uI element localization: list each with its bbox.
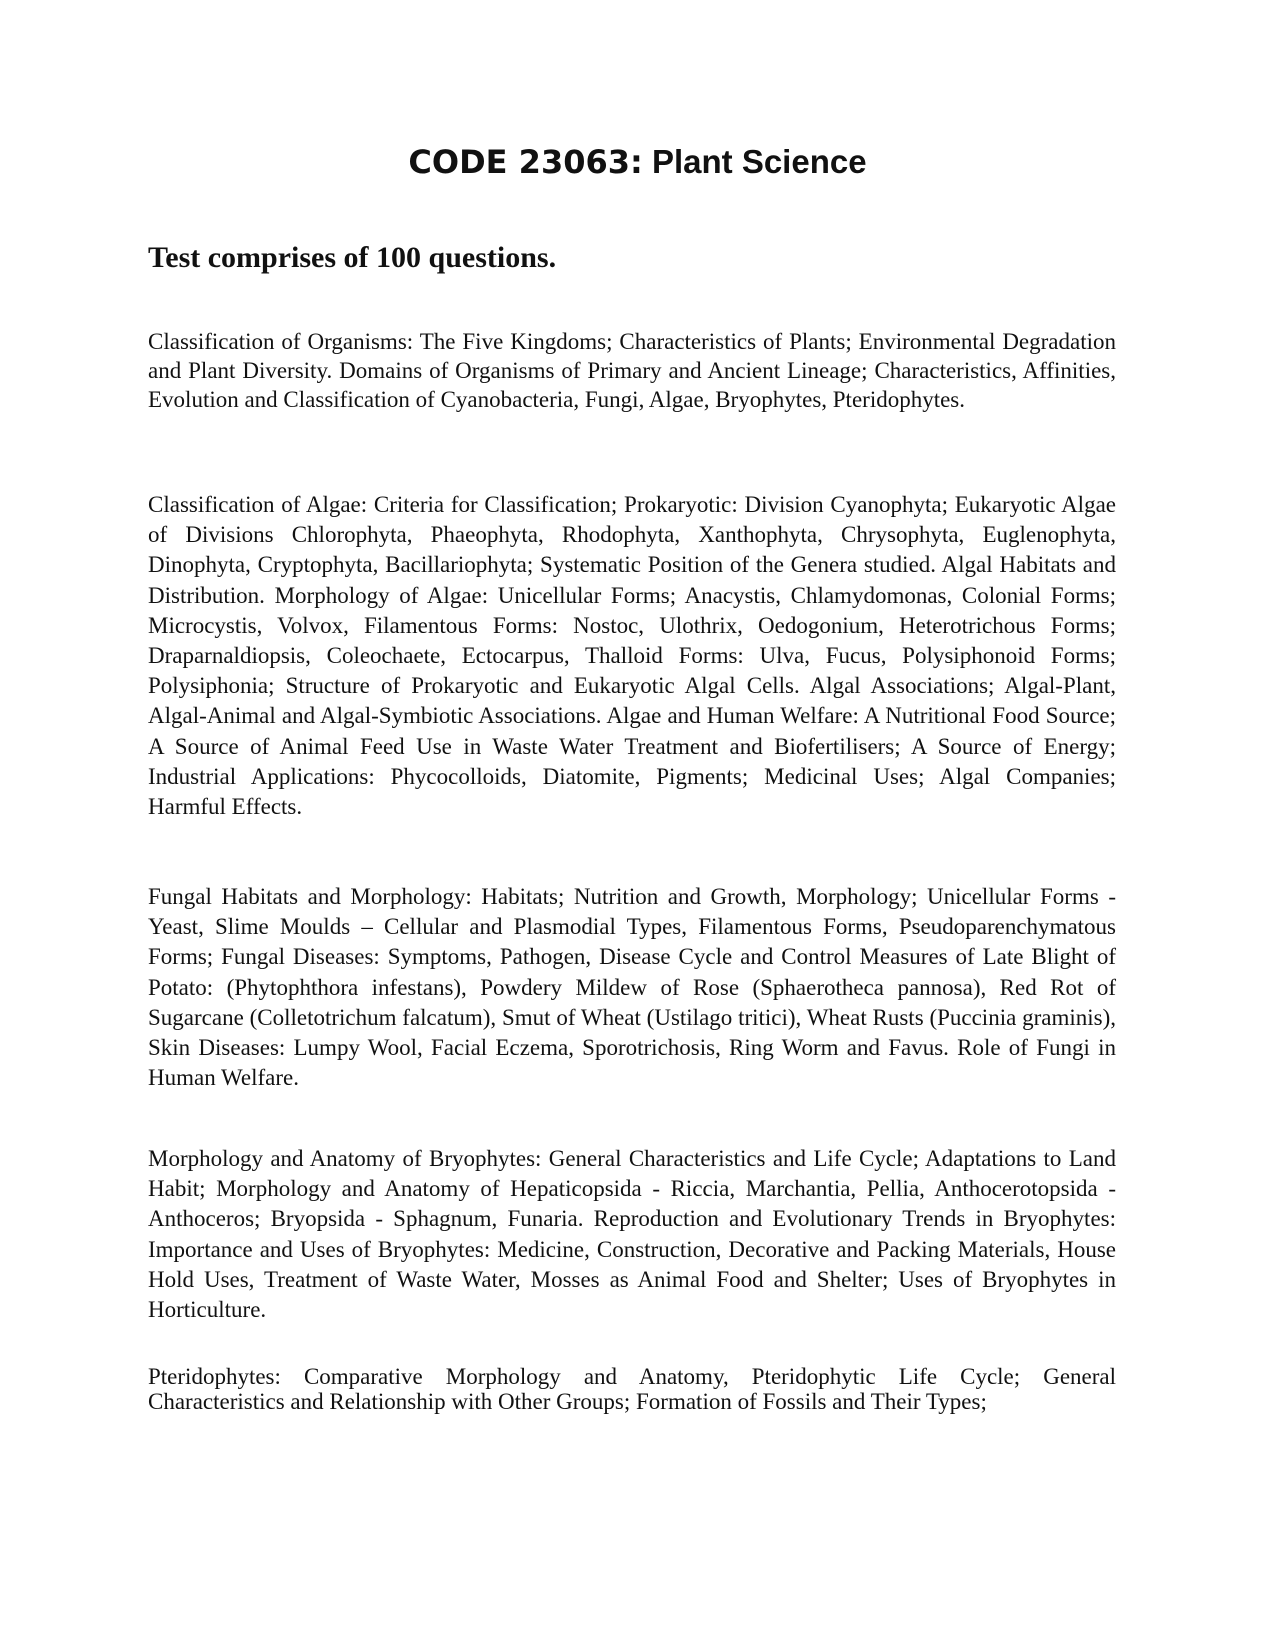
course-code: CODE 23063:	[408, 143, 643, 181]
syllabus-paragraph-fungi: Fungal Habitats and Morphology: Habitats; Nutrition and Growth, Morphology; Unicellular Forms -Yeast, Slime Moulds – Cellular and Plasmodial Types, Filamentous Forms, Pseudoparenchymatous Forms; Fungal Diseases: Symptoms, Pathogen, Disease Cycle and Control Measures of Late Blight of Potato: (Phytophthora infestans), Powdery Mildew of Rose (Sphaerotheca pannosa), Red Rot of Sugarcane (Colletotrichum falcatum), Smut of Wheat (Ustilago tritici), Wheat Rusts (Puccinia graminis), Skin Diseases: Lumpy Wool, Facial Eczema, Sporotrichosis, Ring Worm and Favus. Role of Fungi in Human Welfare.	[148, 884, 1116, 1091]
syllabus-paragraph-algae: Classification of Algae: Criteria for Classification; Prokaryotic: Division Cyanophyta; Eukaryotic Algae of Divisions Chlorophyta, Phaeophyta, Rhodophyta, Xanthophyta, Chrysophyta, Euglenophyta, Dinophyta, Cryptophyta, Bacillariophyta; Systematic Position of the Genera studied. Algal Habitats and Distribution. Morphology of Algae: Unicellular Forms; Anacystis, Chlamydomonas, Colonial Forms; Microcystis, Volvox, Filamentous Forms: Nostoc, Ulothrix, Oedogonium, Heterotrichous Forms; Draparnaldiopsis, Coleochaete, Ectocarpus, Thalloid Forms: Ulva, Fucus, Polysiphonoid Forms; Polysiphonia; Structure of Prokaryotic and Eukaryotic Algal Cells. Algal Associations; Algal-Plant, Algal-Animal and Algal-Symbiotic Associations. Algae and Human Welfare: A Nutritional Food Source; A Source of Animal Feed Use in Waste Water Treatment and Biofertilisers; A Source of Energy; Industrial Applications: Phycocolloids, Diatomite, Pigments; Medicinal Uses; Algal Companies; Harmful Effects.	[148, 492, 1116, 820]
test-info-heading: Test comprises of 100 questions.	[148, 241, 557, 274]
syllabus-paragraph-bryophytes: Morphology and Anatomy of Bryophytes: General Characteristics and Life Cycle; Adaptations to Land Habit; Morphology and Anatomy of Hepaticopsida - Riccia, Marchantia, Pellia, Anthocerotopsida -Anthoceros; Bryopsida - Sphagnum, Funaria. Reproduction and Evolutionary Trends in Bryophytes: Importance and Uses of Bryophytes: Medicine, Construction, Decorative and Packing Materials, House Hold Uses, Treatment of Waste Water, Mosses as Animal Food and Shelter; Uses of Bryophytes in Horticulture.	[148, 1146, 1116, 1323]
syllabus-paragraph-pteridophytes: Pteridophytes: Comparative Morphology and Anatomy, Pteridophytic Life Cycle; General Characteristics and Relationship with Other Groups; Formation of Fossils and Their Types;	[148, 1364, 1116, 1414]
course-subject: Plant Science	[651, 143, 867, 180]
syllabus-paragraph-classification-of-organisms: Classification of Organisms: The Five Kingdoms; Characteristics of Plants; Environmental Degradation and Plant Diversity. Domains of Organisms of Primary and Ancient Lineage; Characteristics, Affinities, Evolution and Classification of Cyanobacteria, Fungi, Algae, Bryophytes, Pteridophytes.	[148, 329, 1116, 412]
page-title	[0, 142, 1275, 182]
